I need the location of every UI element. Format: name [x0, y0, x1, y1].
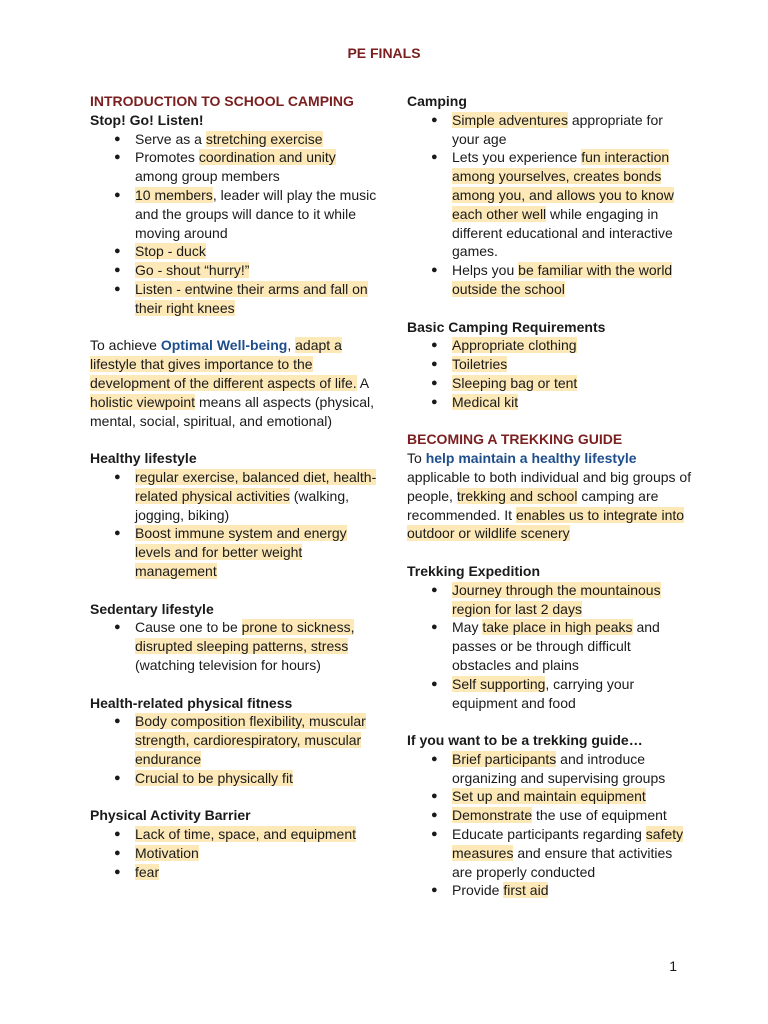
list-item: ● Crucial to be physically fit	[90, 769, 380, 788]
camping-requirements-list	[407, 336, 692, 411]
list-item: ● Boost immune system and energy levels and for better weight management	[90, 524, 380, 580]
stop-go-listen-list	[90, 130, 380, 318]
guide-duties-heading: If you want to be a trekking guide…	[407, 732, 643, 749]
list-item: ● Promotes coordination and unity among group members	[90, 148, 380, 186]
left-column	[90, 92, 380, 881]
healthy-lifestyle-heading: Healthy lifestyle	[90, 450, 197, 467]
camping-requirements-heading: Basic Camping Requirements	[407, 318, 606, 335]
page-number: 1	[669, 958, 677, 974]
activity-barrier-list	[90, 825, 380, 881]
trekking-expedition-list	[407, 581, 692, 713]
list-item: ● May take place in high peaks and passes or be through difficult obstacles and plains	[407, 618, 692, 674]
list-item: ● Journey through the mountainous region for last 2 days	[407, 581, 692, 619]
right-column	[407, 92, 692, 900]
list-item: ● Sleeping bag or tent	[407, 374, 692, 393]
camping-list	[407, 111, 692, 299]
list-item: ● Stop - duck	[90, 242, 380, 261]
health-related-fitness-heading: Health-related physical fitness	[90, 694, 293, 711]
healthy-lifestyle-term: help maintain a healthy lifestyle	[425, 450, 637, 467]
list-item: ● Educate participants regarding safety measures and ensure that activities are properly conducted	[407, 825, 692, 881]
list-item: ● Brief participants and introduce organizing and supervising groups	[407, 750, 692, 788]
list-item: ● Medical kit	[407, 393, 692, 412]
intro-heading: INTRODUCTION TO SCHOOL CAMPING	[90, 93, 354, 109]
health-related-fitness-list	[90, 712, 380, 787]
page-title: PE FINALS	[347, 45, 421, 61]
stop-go-listen-heading: Stop! Go! Listen!	[90, 111, 204, 128]
list-item: ● Lets you experience fun interaction among yourselves, creates bonds among you, and allows you to know each other well while engaging in different educational and interactive games.	[407, 148, 692, 261]
activity-barrier-heading: Physical Activity Barrier	[90, 807, 251, 824]
camping-heading: Camping	[407, 93, 467, 109]
list-item: ● Toiletries	[407, 355, 692, 374]
trekking-paragraph: To help maintain a healthy lifestyle applicable to both individual and big groups of people, trekking and school camping are recommended. It enables us to integrate into outdoor or wildlife scenery	[407, 450, 692, 542]
list-item: ● Listen - entwine their arms and fall on their right knees	[90, 280, 380, 318]
list-item: ● fear	[90, 863, 380, 882]
guide-duties-list	[407, 750, 692, 900]
list-item: ● Simple adventures appropriate for your age	[407, 111, 692, 149]
list-item: ● Self supporting, carrying your equipment and food	[407, 675, 692, 713]
sedentary-lifestyle-list	[90, 618, 380, 674]
list-item: ● Lack of time, space, and equipment	[90, 825, 380, 844]
trekking-expedition-heading: Trekking Expedition	[407, 562, 541, 579]
sedentary-lifestyle-heading: Sedentary lifestyle	[90, 600, 214, 617]
trekking-guide-heading: BECOMING A TREKKING GUIDE	[407, 431, 623, 448]
list-item: ● Set up and maintain equipment	[407, 787, 692, 806]
list-item: ● Appropriate clothing	[407, 336, 692, 355]
list-item: ● Provide first aid	[407, 881, 692, 900]
optimal-wellbeing-term: Optimal Well-being	[160, 337, 288, 354]
list-item: ● Helps you be familiar with the world outside the school	[407, 261, 692, 299]
list-item: ● Motivation	[90, 844, 380, 863]
list-item: ● Go - shout “hurry!”	[90, 261, 380, 280]
list-item: ● regular exercise, balanced diet, health-related physical activities (walking, jogging, biking)	[90, 468, 380, 524]
list-item: ● Body composition flexibility, muscular strength, cardiorespiratory, muscular endurance	[90, 712, 380, 768]
list-item: ● 10 members, leader will play the music and the groups will dance to it while moving around	[90, 186, 380, 242]
wellbeing-paragraph: To achieve Optimal Well-being, adapt a lifestyle that gives importance to the development of the different aspects of life. A holistic viewpoint means all aspects (physical, mental, social, spiritual, and emotional)	[90, 337, 375, 429]
list-item: ● Cause one to be prone to sickness, disrupted sleeping patterns, stress (watching television for hours)	[90, 618, 380, 674]
healthy-lifestyle-list	[90, 468, 380, 581]
list-item: ● Demonstrate the use of equipment	[407, 806, 692, 825]
list-item: ● Serve as a stretching exercise	[90, 130, 380, 149]
